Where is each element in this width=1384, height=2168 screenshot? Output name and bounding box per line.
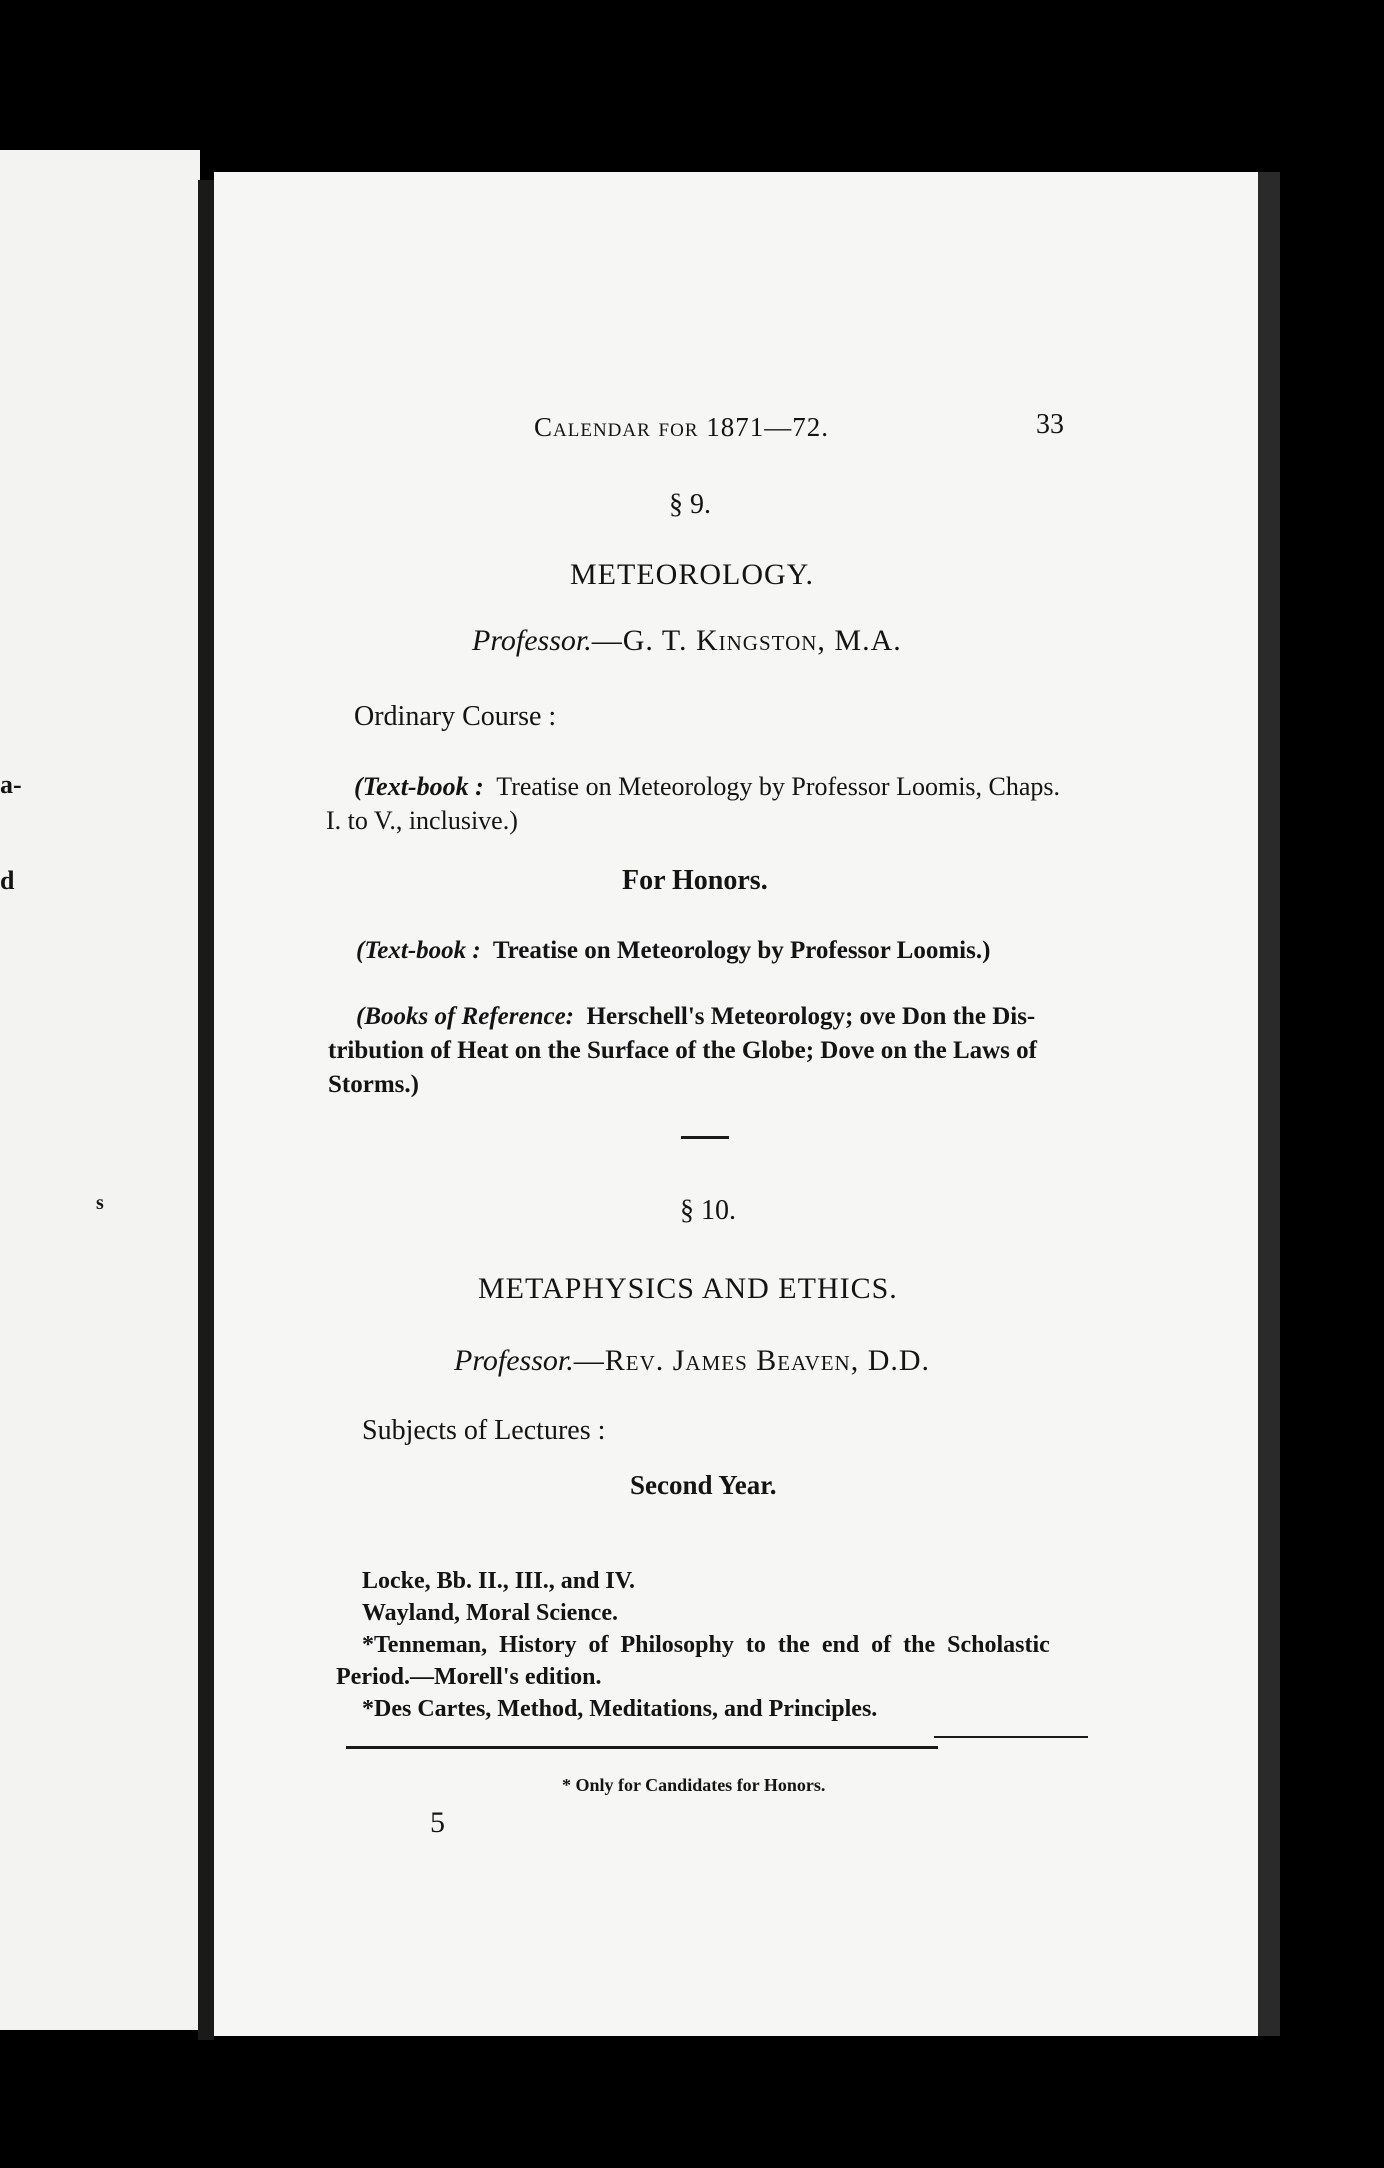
section-divider bbox=[681, 1136, 729, 1139]
reading-item: *Tenneman, History of Philosophy to the end of the Scholastic bbox=[362, 1632, 1050, 1658]
professor-label: Professor. bbox=[454, 1344, 574, 1377]
textbook-text: Treatise on Meteorology by Professor Loomis, Chaps. bbox=[496, 772, 1061, 801]
reading-item: Period.—Morell's edition. bbox=[336, 1664, 602, 1690]
reference-text: Herschell's Meteorology; ove Don the Dis- bbox=[586, 1003, 1036, 1030]
signature-mark: 5 bbox=[430, 1806, 445, 1839]
running-title: Calendar for 1871—72. bbox=[534, 412, 829, 442]
honors-heading: For Honors. bbox=[622, 865, 768, 896]
facing-page-edge bbox=[0, 150, 200, 2030]
book-spine bbox=[198, 180, 214, 2040]
footnote: * Only for Candidates for Honors. bbox=[562, 1775, 826, 1795]
page-edge-shadow bbox=[1258, 172, 1280, 2036]
reading-item: *Des Cartes, Method, Meditations, and Principles. bbox=[362, 1696, 878, 1722]
facing-page-fragment: d bbox=[0, 866, 15, 895]
section-number: § 9. bbox=[669, 489, 711, 520]
textbook-line bbox=[354, 770, 1060, 804]
professor-name: —Rev. James Beaven, D.D. bbox=[573, 1344, 931, 1377]
reading-item: Locke, Bb. II., III., and IV. bbox=[362, 1568, 635, 1594]
reading-item: Wayland, Moral Science. bbox=[362, 1600, 618, 1626]
reference-line: Storms.) bbox=[328, 1071, 419, 1098]
section-number: § 10. bbox=[680, 1195, 736, 1226]
page-number: 33 bbox=[1036, 409, 1064, 440]
textbook-honors-line bbox=[356, 934, 990, 968]
reference-label: (Books of Reference: bbox=[356, 1003, 574, 1030]
textbook-text: Treatise on Meteorology by Professor Loomis.) bbox=[492, 937, 991, 964]
facing-page-fragment: s bbox=[96, 1192, 104, 1214]
facing-page-fragment: a- bbox=[0, 770, 22, 799]
subjects-heading: Subjects of Lectures : bbox=[362, 1415, 606, 1446]
professor-label: Professor. bbox=[472, 624, 592, 657]
section-title: METEOROLOGY. bbox=[570, 558, 814, 591]
textbook-line: I. to V., inclusive.) bbox=[326, 806, 518, 835]
section-title: METAPHYSICS AND ETHICS. bbox=[478, 1272, 898, 1305]
professor-line bbox=[472, 624, 902, 658]
book-page bbox=[214, 172, 1258, 2036]
textbook-label: (Text-book : bbox=[356, 937, 481, 964]
footnote-rule bbox=[934, 1736, 1088, 1738]
footnote-rule bbox=[346, 1746, 938, 1749]
professor-name: —G. T. Kingston, M.A. bbox=[591, 624, 902, 657]
reference-line: tribution of Heat on the Surface of the Globe; Dove on the Laws of bbox=[328, 1037, 1037, 1064]
course-heading: Ordinary Course : bbox=[354, 701, 557, 732]
professor-line bbox=[454, 1344, 930, 1378]
textbook-label: (Text-book : bbox=[354, 772, 484, 801]
reference-line bbox=[356, 1000, 1035, 1034]
year-heading: Second Year. bbox=[630, 1470, 777, 1500]
